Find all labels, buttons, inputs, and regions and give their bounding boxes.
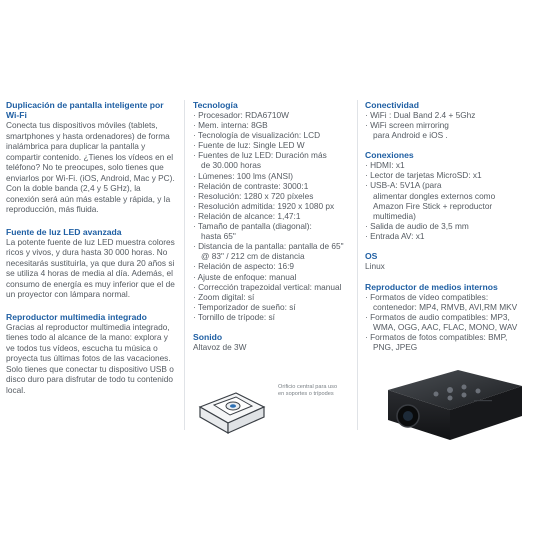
section-text-sound: Altavoz de 3W xyxy=(193,341,247,352)
spec-item: · WiFi screen mirroring xyxy=(365,120,449,131)
spec-item: · Fuentes de luz LED: Duración más xyxy=(193,150,327,161)
section-title-os: OS xyxy=(365,251,378,262)
spec-item: · Procesador: RDA6710W xyxy=(193,110,289,120)
spec-item: multimedia) xyxy=(373,210,416,221)
spec-item: contenedor: MP4, RMVB, AVI,RM MKV xyxy=(373,301,518,312)
spec-item: · USB-A: 5V1A (para xyxy=(365,180,442,191)
column-divider xyxy=(184,100,185,430)
spec-item: · Corrección trapezoidal vertical: manual xyxy=(193,281,342,292)
projector-photo xyxy=(380,338,530,448)
section-title-media-formats: Reproductor de medios internos xyxy=(365,281,498,292)
spec-item: · Relación de alcance: 1,47:1 xyxy=(193,210,301,221)
spec-item: · Relación de contraste: 3000:1 xyxy=(193,180,309,191)
spec-item: PNG, JPEG xyxy=(373,342,418,352)
spec-item: · Formatos de vídeo compatibles: xyxy=(365,291,489,302)
spec-item: · Salida de audio de 3,5 mm xyxy=(365,220,469,231)
spec-item: WMA, OGG, AAC, FLAC, MONO, WAV xyxy=(373,321,518,332)
section-title-connectivity: Conectividad xyxy=(365,100,419,110)
section-title-ports: Conexiones xyxy=(365,150,414,161)
section-title-sound: Sonido xyxy=(193,331,223,342)
spec-item: · WiFi : Dual Band 2.4 + 5Ghz xyxy=(365,110,476,120)
spec-item: · Formatos de audio compatibles: MP3, xyxy=(365,311,510,322)
spec-item: · Temporizador de sueño: sí xyxy=(193,301,296,312)
projector-bottom-illustration xyxy=(196,383,268,443)
column-divider xyxy=(357,100,358,430)
spec-item: · Fuente de luz: Single LED W xyxy=(193,140,305,151)
section-title-wifi-mirroring: Duplicación de pantalla inteligente por Wi-Fi xyxy=(6,100,164,120)
ports-list xyxy=(365,160,535,241)
section-title-media-player: Reproductor multimedia integrado xyxy=(6,311,147,322)
spec-item: · HDMI: x1 xyxy=(365,160,405,171)
column-features xyxy=(6,100,176,395)
column-connectivity xyxy=(365,100,535,352)
spec-item: @ 83" / 212 cm de distancia xyxy=(201,251,305,262)
section-text-wifi-mirroring: Conecta tus dispositivos móviles (tablets, smartphones y hasta ordenadores) de forma inalámbrica para duplicar la pantalla y compartir contenido. ¿Tienes los vídeos en el teléfono? No te preocupes, solo tienes que enviarlos por Wi-Fi. (iOS, Android, Mac y PC). Con la doble banda (2,4 y 5 GHz), la conexión será aún más estable y rápida, y la reproducción, más fluida. xyxy=(6,120,175,214)
section-text-led: La potente fuente de luz LED muestra colores ricos y vivos, y dura hasta 30 000 horas. No necesitarás sustituirla, ya que dura 20 años si se utiliza 4 horas de media al día. Además, el consumo de energía es muy inferior que el de un proyector con lámpara normal. xyxy=(6,236,175,299)
spec-item: · Tornillo de trípode: sí xyxy=(193,311,275,322)
spec-item: · Lector de tarjetas MicroSD: x1 xyxy=(365,170,482,181)
spec-item: · Tamaño de pantalla (diagonal): xyxy=(193,221,312,232)
section-text-media-player: Gracias al reproductor multimedia integrado, tienes todo al alcance de la mano: explora y ve todos tus vídeos, escucha tu música o proyecta tus últimas fotos de las vacaciones. Solo tienes que conectar tu dispositivo USB o disco duro para disfrutar de todo tu contenido local. xyxy=(6,321,174,395)
spec-item: · Entrada AV: x1 xyxy=(365,230,425,241)
spec-item: · Ajuste de enfoque: manual xyxy=(193,271,297,282)
connectivity-list xyxy=(365,110,535,140)
spec-item: · Relación de aspecto: 16:9 xyxy=(193,261,295,272)
section-title-led: Fuente de luz LED avanzada xyxy=(6,226,122,237)
spec-item: · Tecnología de visualización: LCD xyxy=(193,130,321,141)
spec-item: hasta 65" xyxy=(201,231,236,242)
spec-item: · Resolución: 1280 x 720 píxeles xyxy=(193,190,314,201)
section-title-technology: Tecnología xyxy=(193,100,238,110)
illustration-caption: Orificio central para uso en soportes o trípodes xyxy=(278,384,338,397)
technology-list xyxy=(193,110,353,322)
spec-item: alimentar dongles externos como xyxy=(373,190,496,201)
spec-item: · Zoom digital: sí xyxy=(193,291,255,302)
spec-item: · Lúmenes: 100 lms (ANSI) xyxy=(193,170,294,181)
spec-item: de 30.000 horas xyxy=(201,160,261,171)
spec-item: · Resolución admitida: 1920 x 1080 px xyxy=(193,200,335,211)
section-text-os: Linux xyxy=(365,261,385,272)
spec-item: · Distancia de la pantalla: pantalla de 65" xyxy=(193,241,344,252)
spec-item: · Formatos de fotos compatibles: BMP, xyxy=(365,331,508,342)
column-technology xyxy=(193,100,353,352)
spec-item: para Android e iOS . xyxy=(373,130,448,141)
spec-item: Amazon Fire Stick + reproductor xyxy=(373,200,493,211)
spec-item: · Mem. interna: 8GB xyxy=(193,120,268,131)
